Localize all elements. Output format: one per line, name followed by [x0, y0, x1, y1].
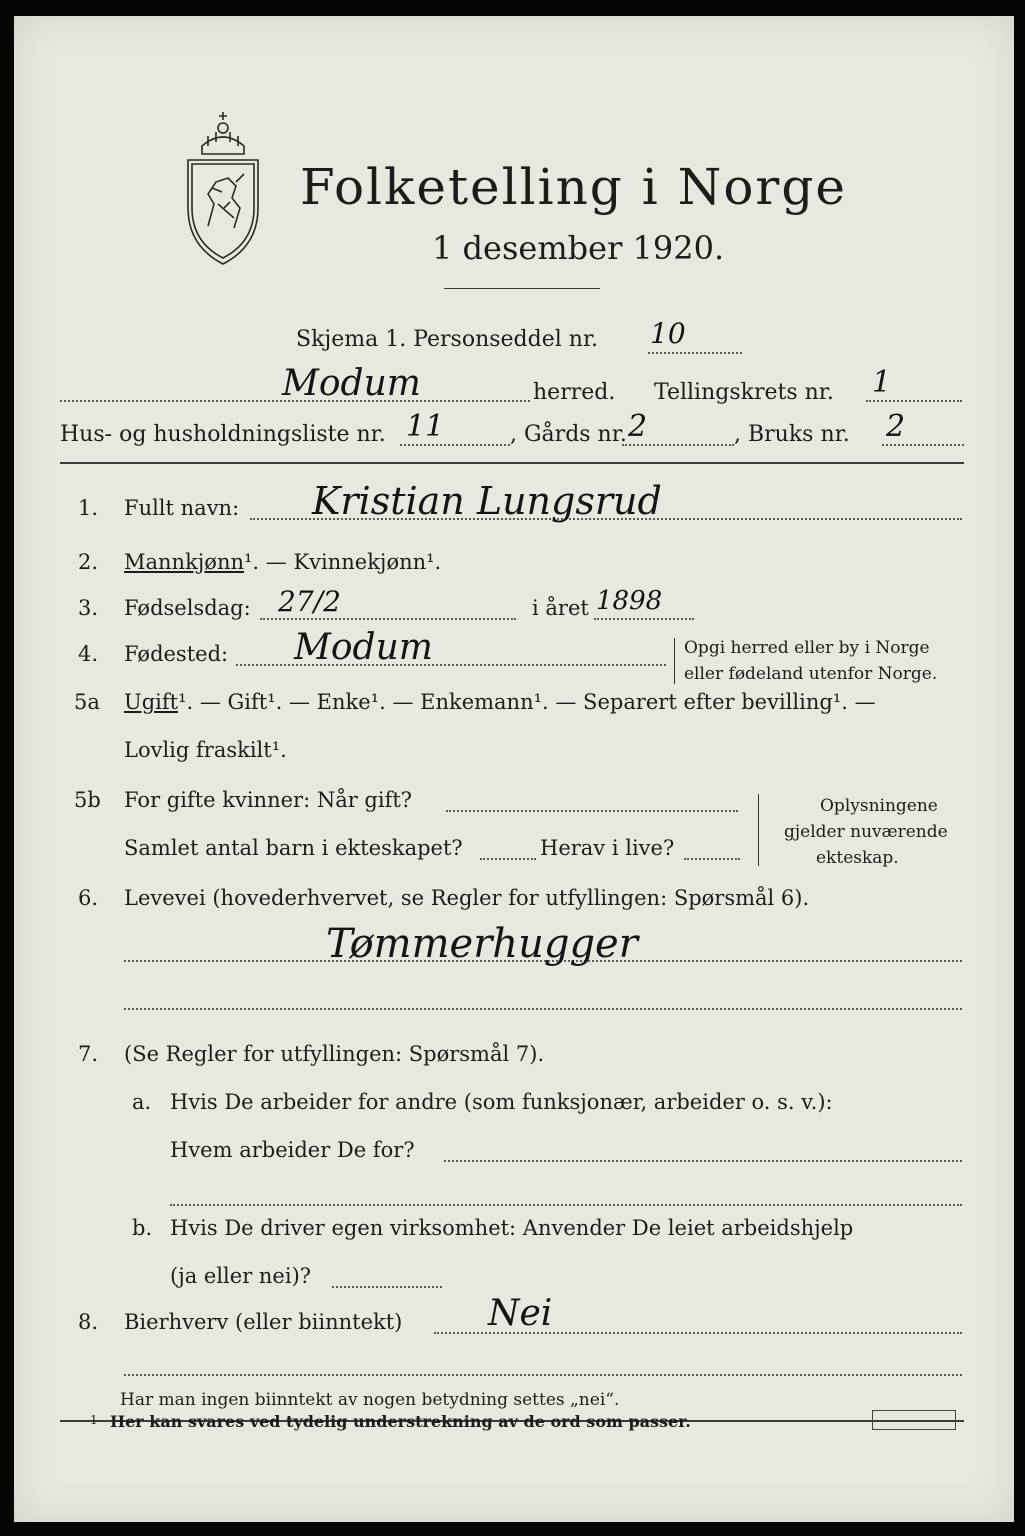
footnote-text: Her kan svares ved tydelig understrekning av de ord som passer.: [110, 1412, 691, 1431]
tellingskrets-field[interactable]: [866, 400, 962, 402]
hus-label: Hus- og husholdningsliste nr.: [60, 422, 386, 447]
q4-number: 4.: [78, 642, 99, 666]
header-divider: [60, 462, 964, 464]
q7a-line2: Hvem arbeider De for?: [170, 1138, 415, 1162]
side-income-value: Nei: [488, 1293, 553, 1334]
census-form-page: [14, 16, 1014, 1522]
occupation-value: Tømmerhugger: [326, 921, 638, 967]
q4-label: Fødested:: [124, 642, 229, 666]
full-name-value: Kristian Lungsrud: [312, 479, 662, 523]
q7b-label: Hvis De driver egen virksomhet: Anvender De leiet arbeidshjelp: [170, 1216, 854, 1240]
personseddel-value: 10: [650, 317, 686, 350]
tellingskrets-value: 1: [872, 365, 892, 400]
q4-note-line2: eller fødeland utenfor Norge.: [684, 664, 938, 684]
q5a-other-options[interactable]: ¹. — Gift¹. — Enke¹. — Enkemann¹. — Separert efter bevilling¹. —: [178, 690, 876, 714]
birthday-value: 27/2: [278, 585, 341, 618]
bruks-field[interactable]: [882, 444, 964, 446]
q7b-line2: (ja eller nei)?: [170, 1264, 312, 1288]
side-income-field-line2[interactable]: [124, 1374, 962, 1376]
q5b-alive-label: Herav i live?: [540, 836, 675, 860]
q5a-line2[interactable]: Lovlig fraskilt¹.: [124, 738, 287, 762]
gards-value: 2: [628, 409, 648, 444]
printer-stamp: [872, 1410, 956, 1430]
q2-female-option[interactable]: ¹. — Kvinnekjønn¹.: [244, 550, 442, 574]
q5b-children-label: Samlet antal barn i ekteskapet?: [124, 836, 463, 860]
q3-label: Fødselsdag:: [124, 596, 251, 620]
q2-male-option[interactable]: Mannkjønn: [124, 550, 245, 574]
q6-label: Levevei (hovederhvervet, se Regler for utfyllingen: Spørsmål 6).: [124, 886, 810, 910]
title-divider: [444, 288, 600, 289]
personseddel-field[interactable]: [648, 352, 742, 354]
hus-field[interactable]: [400, 444, 510, 446]
herred-value: Modum: [282, 363, 421, 404]
page-title: Folketelling i Norge: [300, 158, 847, 216]
q4-note-line1: Opgi herred eller by i Norge: [684, 638, 930, 658]
q5b-number: 5b: [74, 788, 101, 812]
birthday-field[interactable]: [260, 618, 516, 620]
q7a-letter: a.: [132, 1090, 152, 1114]
employer-field-line2[interactable]: [170, 1204, 962, 1206]
hus-value: 11: [406, 409, 445, 444]
tellingskrets-label: Tellingskrets nr.: [654, 380, 834, 405]
schema-label: Skjema 1. Personseddel nr.: [296, 327, 599, 352]
nei-instruction: Har man ingen biinntekt av nogen betydning settes „nei“.: [120, 1390, 620, 1410]
birth-year-value: 1898: [596, 586, 663, 616]
married-when-field[interactable]: [446, 810, 738, 812]
q8-number: 8.: [78, 1310, 99, 1334]
q2-options: [124, 552, 441, 573]
q5a-number: 5a: [74, 690, 100, 714]
q2-number: 2.: [78, 550, 99, 574]
gards-label: , Gårds nr.: [510, 422, 627, 447]
children-alive-field[interactable]: [684, 858, 740, 860]
birth-year-field[interactable]: [594, 618, 694, 620]
q6-number: 6.: [78, 886, 99, 910]
q7-number: 7.: [78, 1042, 99, 1066]
q4-note-brace: [674, 638, 675, 684]
q5b-note-line2: gjelder nuværende: [784, 822, 948, 842]
footnote-mark: 1: [90, 1413, 98, 1427]
q8-label: Bierhverv (eller biinntekt): [124, 1310, 403, 1334]
census-date: 1 desember 1920.: [432, 229, 725, 267]
bruks-value: 2: [886, 409, 906, 444]
q1-label: Fullt navn:: [124, 496, 240, 520]
gards-field[interactable]: [622, 444, 734, 446]
norway-coat-of-arms-icon: [178, 108, 268, 268]
q7b-letter: b.: [132, 1216, 153, 1240]
children-field[interactable]: [480, 858, 536, 860]
occupation-field-line2[interactable]: [124, 1008, 962, 1010]
q7-label: (Se Regler for utfyllingen: Spørsmål 7).: [124, 1042, 545, 1066]
hired-help-field[interactable]: [332, 1286, 442, 1288]
q3-year-label: i året: [532, 596, 589, 620]
q5b-note-brace: [758, 794, 759, 866]
q3-number: 3.: [78, 596, 99, 620]
herred-label: herred.: [533, 380, 616, 405]
employer-field[interactable]: [444, 1160, 962, 1162]
q5a-ugift-option[interactable]: Ugift: [124, 690, 179, 714]
q5b-note-line3: ekteskap.: [816, 848, 899, 868]
q1-number: 1.: [78, 496, 99, 520]
q5b-married-when-label: For gifte kvinner: Når gift?: [124, 788, 413, 812]
bruks-label: , Bruks nr.: [734, 422, 850, 447]
birthplace-value: Modum: [294, 627, 433, 668]
q7a-label: Hvis De arbeider for andre (som funksjonær, arbeider o. s. v.):: [170, 1090, 833, 1114]
q5a-options: [124, 692, 876, 713]
q5b-note-line1: Oplysningene: [820, 796, 938, 816]
